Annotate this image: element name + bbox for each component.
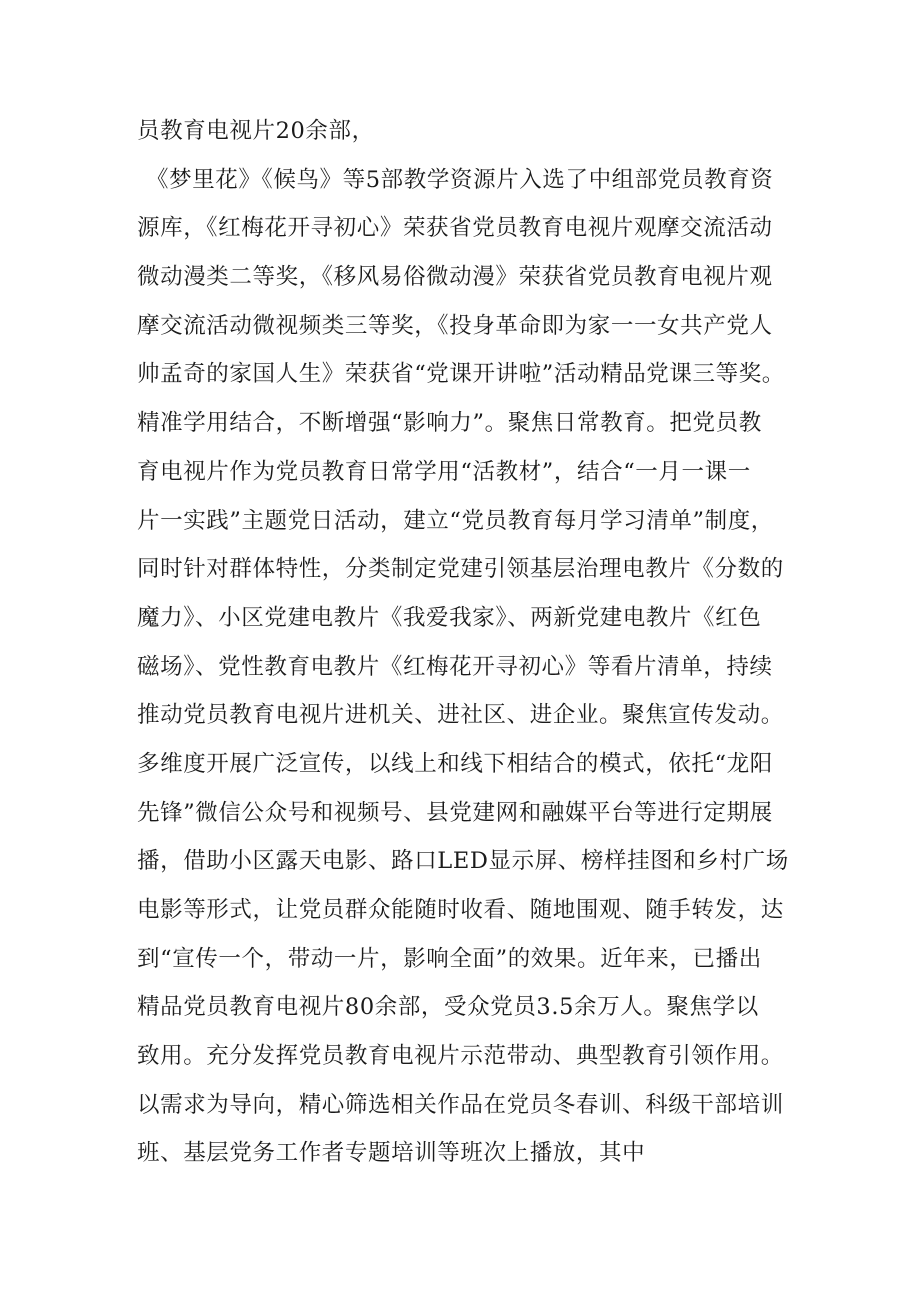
text-line: 致用。充分发挥党员教育电视片示范带动、典型教育引领作用。 (137, 1043, 784, 1070)
text-line: 推动党员教育电视片进机关、进社区、进企业。聚焦宣传发动。 (137, 702, 784, 729)
text-line: 源库，《红梅花开寻初心》荣获省党员教育电视片观摩交流活动 (137, 215, 773, 242)
text-line: 片一实践”主题党日活动，建立“党员教育每月学习清单”制度， (137, 507, 774, 534)
text-line: 到“宣传一个，带动一片，影响全面”的效果。近年来，已播出 (137, 945, 762, 972)
text-line: 磁场》、党性教育电教片《红梅花开寻初心》等看片清单，持续 (137, 653, 773, 680)
text-line: 多维度开展广泛宣传，以线上和线下相结合的模式，依托“龙阳 (137, 750, 773, 777)
text-line: 精品党员教育电视片80余部，受众党员3.5余万人。聚焦学以 (137, 994, 759, 1021)
text-line: 育电视片作为党员教育日常学用“活教材”，结合“一月一课一 (137, 458, 751, 485)
text-line: 播，借助小区露天电影、路口LED显示屏、榜样挂图和乡村广场 (137, 848, 789, 875)
body-text (137, 107, 817, 1178)
text-line: 以需求为导向，精心筛选相关作品在党员冬春训、科级干部培训 (137, 1091, 784, 1118)
text-line: 魔力》、小区党建电教片《我爱我家》、两新党建电教片《红色 (137, 604, 762, 631)
text-line: 《梦里花》《候鸟》等5部教学资源片入选了中组部党员教育资 (146, 166, 774, 193)
text-line: 班、基层党务工作者专题培训等班次上播放，其中 (137, 1140, 646, 1167)
text-line: 精准学用结合，不断增强“影响力”。聚焦日常教育。把党员教 (137, 410, 762, 437)
text-line: 帅孟奇的家国人生》荣获省“党课开讲啦”活动精品党课三等奖。 (137, 361, 785, 388)
text-line: 摩交流活动微视频类三等奖，《投身革命即为家一一女共产党人 (137, 312, 773, 339)
text-line: 员教育电视片20余部， (137, 118, 375, 144)
text-line: 先锋”微信公众号和视频号、县党建网和融媒平台等进行定期展 (137, 799, 773, 826)
text-line: 电影等形式，让党员群众能随时收看、随地围观、随手转发，达 (137, 897, 784, 923)
text-line: 微动漫类二等奖，《移风易俗微动漫》荣获省党员教育电视片观 (137, 264, 773, 291)
text-line: 同时针对群体特性，分类制定党建引领基层治理电教片《分数的 (137, 556, 784, 583)
